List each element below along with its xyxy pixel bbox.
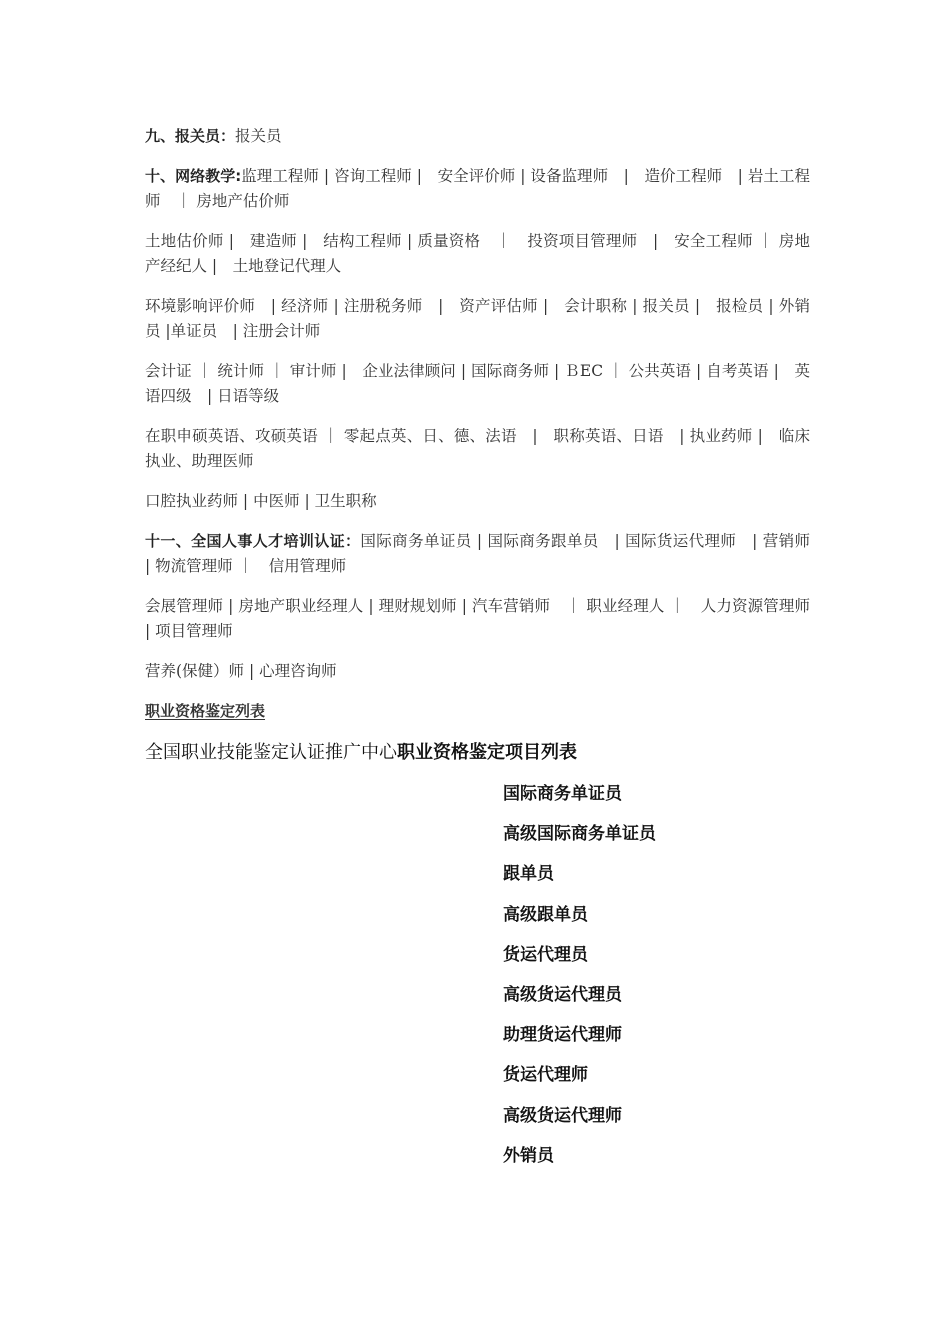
list-item: 助理货运代理师	[503, 1025, 622, 1046]
list-item: 货运代理师	[503, 1065, 588, 1086]
paragraph-hr-certification	[145, 529, 826, 579]
list-item: 跟单员	[503, 864, 554, 885]
paragraph-exam-list-1	[145, 229, 810, 279]
list-item: 外销员	[503, 1145, 554, 1166]
paragraph-exam-list-5	[145, 489, 810, 514]
list-item: 高级国际商务单证员	[503, 824, 656, 845]
paragraph-text: 监理工程师 | 咨询工程师 | 安全评价师 | 设备监理师 | 造价工程师 | 岩土工程师 ｜ 房地产估价师	[145, 167, 810, 210]
document-page	[145, 124, 826, 1183]
qualification-item-list	[145, 781, 810, 1183]
list-item: 高级货运代理师	[503, 1105, 622, 1126]
list-title-bold: 职业资格鉴定项目列表	[397, 742, 577, 763]
section-heading-10: 十、网络教学:	[145, 167, 242, 185]
paragraph-customs-declarer	[145, 124, 810, 149]
paragraph-exam-list-4	[145, 424, 810, 474]
paragraph-text: 会计证 ｜ 统计师 ｜ 审计师 | 企业法律顾问 | 国际商务师 | ＢEC ｜ 公共英语 | 自考英语 | 英语四级 | 日语等级	[145, 362, 810, 405]
list-item: 国际商务单证员	[503, 784, 622, 804]
list-item: 高级跟单员	[503, 904, 588, 925]
qualification-list-link[interactable]: 职业资格鉴定列表	[145, 702, 266, 720]
section-heading-9: 九、报关员：	[145, 127, 236, 145]
paragraph-hr-list-2	[145, 659, 810, 684]
paragraph-text: 口腔执业药师 | 中医师 | 卫生职称	[145, 492, 377, 510]
paragraph-text: 土地估价师 | 建造师 | 结构工程师 | 质量资格 ｜ 投资项目管理师 | 安全工程师 ｜ 房地产经纪人 | 土地登记代理人	[145, 232, 810, 275]
section-heading-11: 十一、全国人事人才培训认证：	[145, 532, 361, 550]
paragraph-hr-list-1	[145, 594, 810, 644]
paragraph-text: 营养(保健）师 | 心理咨询师	[145, 662, 337, 680]
paragraph-exam-list-2	[145, 294, 810, 344]
paragraph-text: 国际商务单证员 | 国际商务跟单员 | 国际货运代理师 | 营销师 | 物流管理师 ｜ 信用管理师	[145, 532, 826, 575]
list-title-prefix: 全国职业技能鉴定认证推广中心	[145, 742, 397, 763]
paragraph-exam-list-3	[145, 359, 810, 409]
list-item: 货运代理员	[503, 944, 588, 965]
paragraph-text: 环境影响评价师 | 经济师 | 注册税务师 | 资产评估师 | 会计职称 | 报关员 | 报检员 | 外销员 |单证员 | 注册会计师	[145, 297, 810, 340]
paragraph-online-teaching	[145, 164, 810, 214]
list-title	[145, 740, 810, 766]
list-item: 高级货运代理员	[503, 984, 622, 1005]
paragraph-text: 在职申硕英语、攻硕英语 ｜ 零起点英、日、德、法语 | 职称英语、日语 | 执业药师 | 临床执业、助理医师	[145, 427, 810, 470]
paragraph-text: 会展管理师 | 房地产职业经理人 | 理财规划师 | 汽车营销师 ｜ 职业经理人 ｜ 人力资源管理师 | 项目管理师	[145, 597, 810, 640]
paragraph-text: 报关员	[235, 127, 282, 145]
